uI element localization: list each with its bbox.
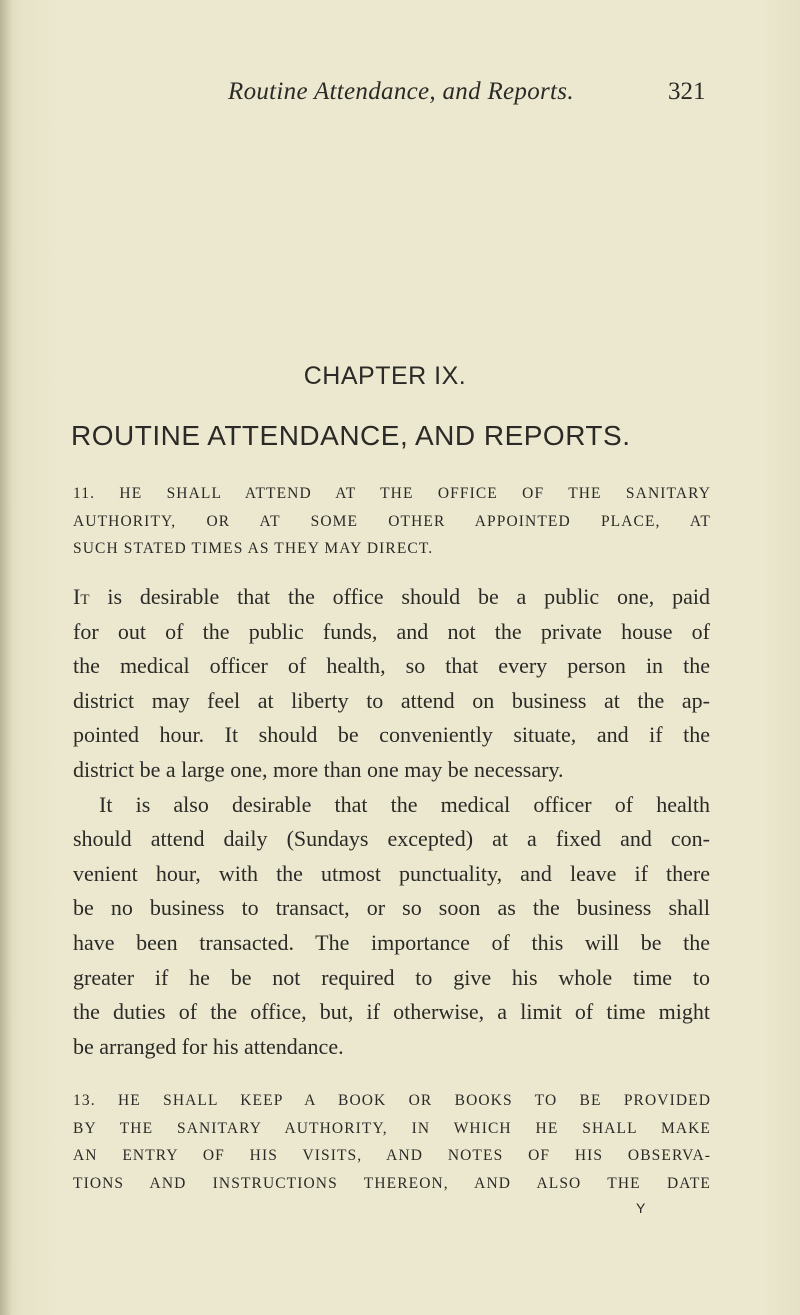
signature-mark: Y	[636, 1200, 646, 1216]
paragraph-2-line: have been transacted. The importance of this will be the	[73, 929, 710, 955]
paragraph-2-line: be no business to transact, or so soon as the business shall	[73, 895, 710, 921]
rule-13-line: 13. HE SHALL KEEP A BOOK OR BOOKS TO BE PROVIDED	[73, 1092, 711, 1109]
paragraph-1-line: It is desirable that the office should be a public one, paid	[73, 584, 710, 609]
chapter-title: ROUTINE ATTENDANCE, AND REPORTS.	[71, 420, 631, 451]
drop-word: It	[73, 584, 90, 609]
rule-11-line: 11. HE SHALL ATTEND AT THE OFFICE OF THE SANITARY	[73, 485, 711, 502]
chapter-number: CHAPTER IX.	[303, 362, 467, 390]
paragraph-1-line: for out of the public funds, and not the private house of	[73, 618, 710, 644]
paragraph-2-line: It is also desirable that the medical officer of health	[99, 791, 710, 817]
paragraph-2-line: the duties of the office, but, if otherwise, a limit of time might	[73, 999, 710, 1025]
rule-13-line: AN ENTRY OF HIS VISITS, AND NOTES OF HIS OBSERVA-	[73, 1147, 711, 1164]
paragraph-1-line: district may feel at liberty to attend on business at the ap-	[73, 687, 710, 713]
running-title: Routine Attendance, and Reports.	[228, 78, 574, 105]
page-edge-shadow	[0, 0, 12, 1315]
rule-11-text	[73, 480, 711, 563]
paragraph-1-line: pointed hour. It should be conveniently situate, and if the	[73, 722, 710, 748]
rule-13-text	[73, 1087, 711, 1197]
rule-11-line: AUTHORITY, OR AT SOME OTHER APPOINTED PLACE, AT	[73, 512, 711, 530]
page-number: 321	[668, 78, 706, 105]
rule-13-line: TIONS AND INSTRUCTIONS THEREON, AND ALSO THE DATE	[73, 1174, 711, 1192]
paragraph-2-line: venient hour, with the utmost punctuality, and leave if there	[73, 860, 710, 886]
paragraph-2-line: be arranged for his attendance.	[73, 1033, 344, 1059]
body-text	[73, 580, 710, 1064]
paragraph-1-line: district be a large one, more than one may be necessary.	[73, 756, 564, 782]
paragraph-1-line: the medical officer of health, so that every person in the	[73, 653, 710, 679]
paragraph-2-line: should attend daily (Sundays excepted) at a fixed and con-	[73, 826, 710, 852]
rule-11-line: SUCH STATED TIMES AS THEY MAY DIRECT.	[73, 540, 434, 557]
paragraph-2-line: greater if he be not required to give his whole time to	[73, 964, 710, 990]
rule-13-line: BY THE SANITARY AUTHORITY, IN WHICH HE SHALL MAKE	[73, 1119, 711, 1137]
